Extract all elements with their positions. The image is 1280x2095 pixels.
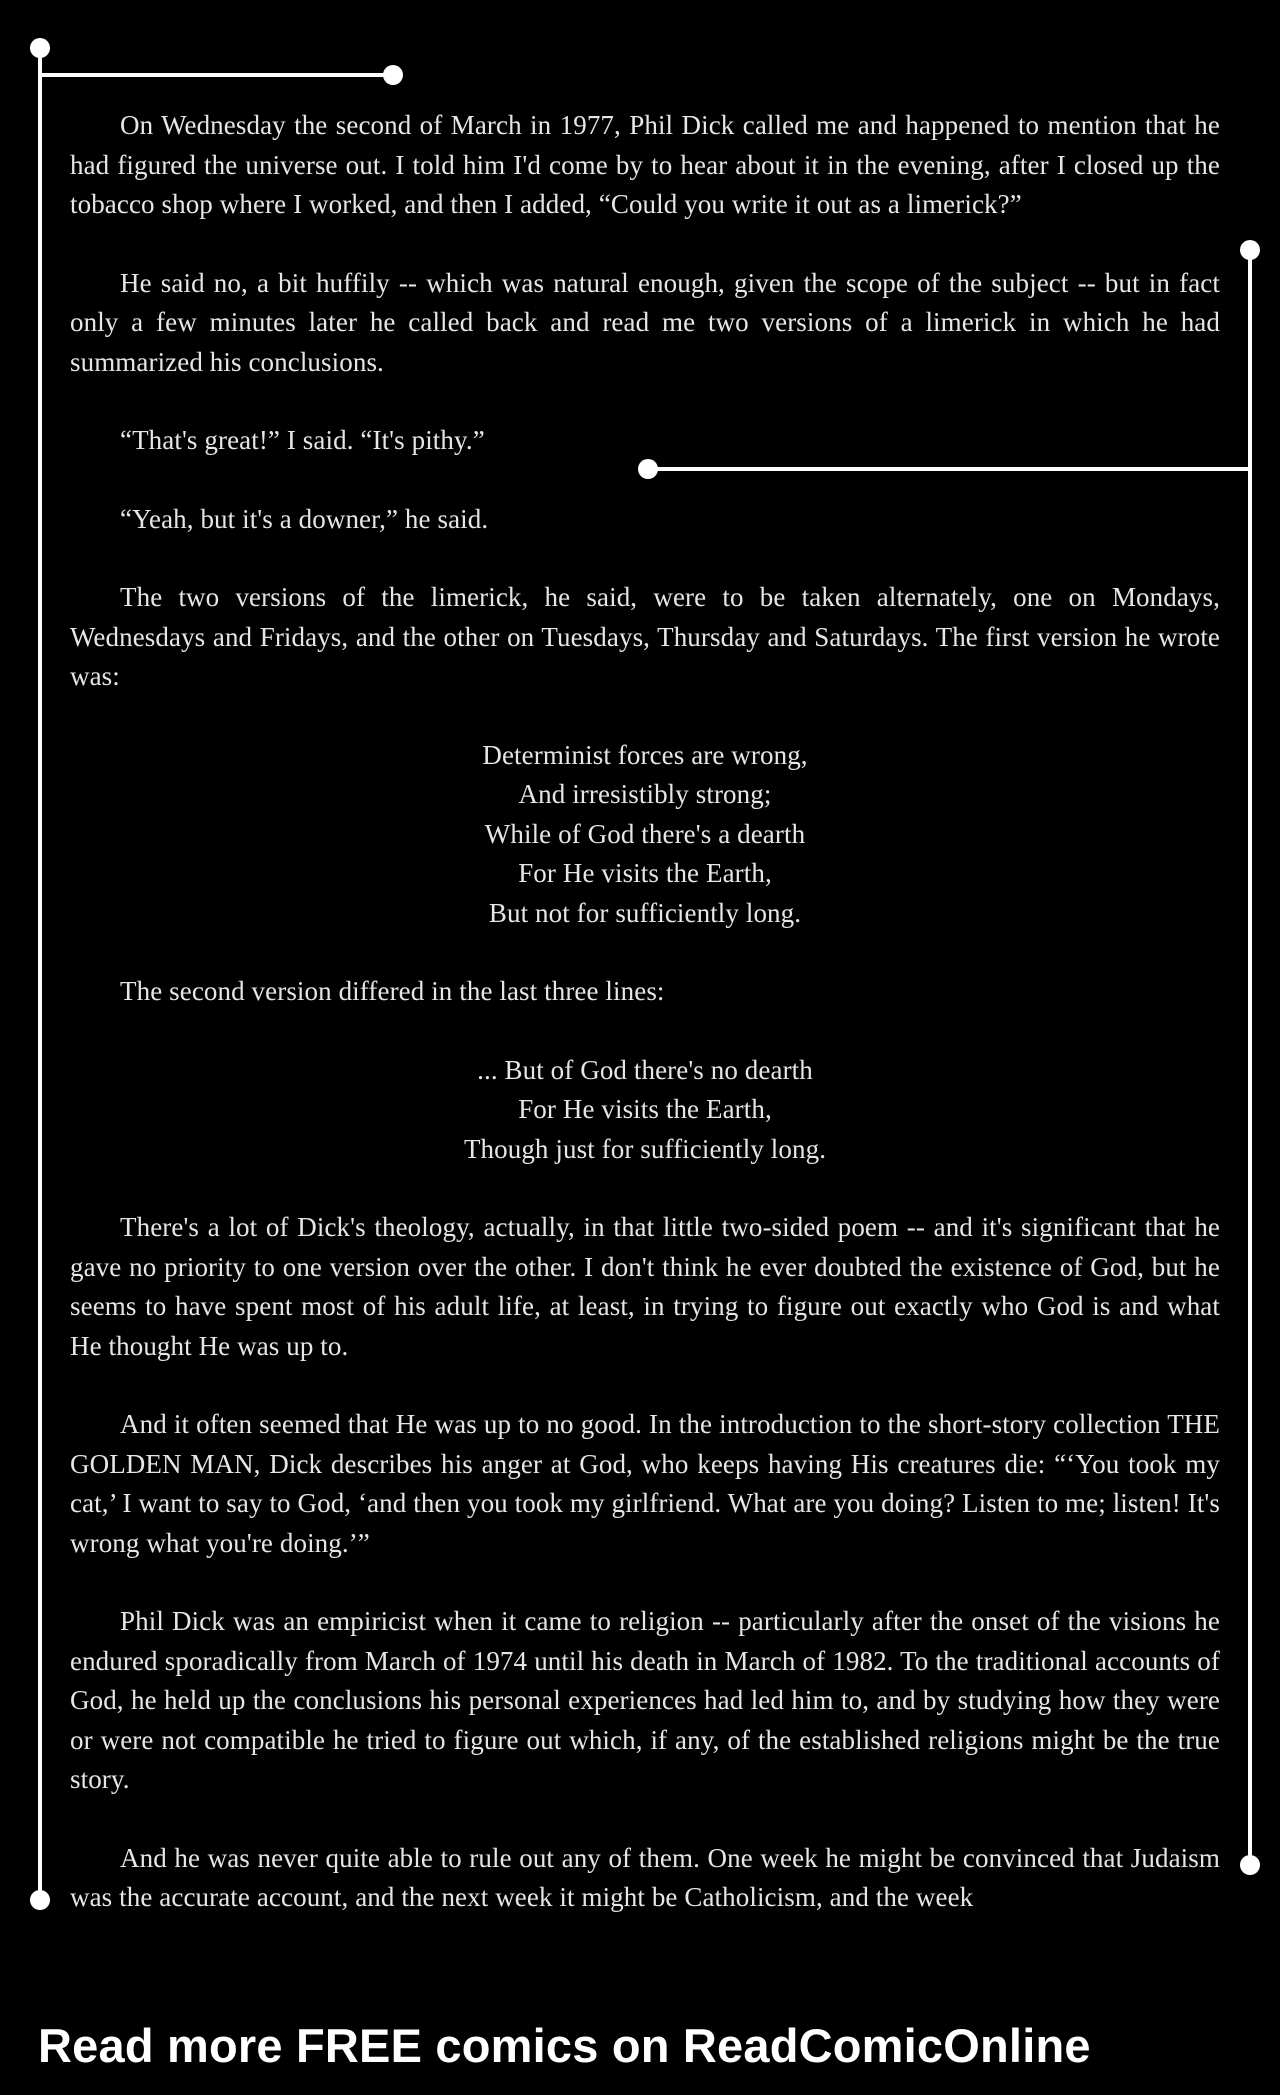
poem-line: While of God there's a dearth — [484, 818, 806, 849]
dot-bottom-left — [30, 1890, 50, 1910]
paragraph-2: He said no, a bit huffily -- which was natural enough, given the scope of the subject -- but in fact only a few minutes later he called back and read me two versions of a limerick in which he had summarized his conclusions. — [70, 267, 1220, 377]
poem-line: For He visits the Earth, — [518, 858, 772, 888]
paragraph-6: The second version differed in the last three lines: — [120, 976, 665, 1006]
limerick-version-one — [70, 736, 1220, 934]
poem-line: For He visits the Earth, — [518, 1094, 772, 1124]
limerick-version-two — [70, 1051, 1220, 1170]
paragraph-10: And he was never quite able to rule out any of them. One week he might be convinced that Judaism was the accurate account, and the next week it might be Catholicism, and the week — [70, 1842, 1220, 1912]
paragraph-7: There's a lot of Dick's theology, actually, in that little two-sided poem -- and it's significant that he gave no priority to one version over the other. I don't think he ever doubted the existence of God, but he seems to have spent most of his adult life, at least, in trying to figure out exactly who God is and what He thought He was up to. — [70, 1212, 1220, 1361]
dot-bottom-right — [1240, 1855, 1260, 1875]
poem-line: Though just for sufficiently long. — [463, 1133, 827, 1164]
article-body — [70, 106, 1220, 1957]
poem-line: And irresistibly strong; — [518, 779, 772, 809]
paragraph-1: On Wednesday the second of March in 1977, Phil Dick called me and happened to mention that he had figured the universe out. I told him I'd come by to hear about it in the evening, after I closed up the tobacco shop where I worked, and then I added, “Could you write it out as a limerick?” — [70, 110, 1220, 219]
paragraph-9: Phil Dick was an empiricist when it came to religion -- particularly after the onset of the visions he endured sporadically from March of 1974 until his death in March of 1982. To the traditional accounts of God, he held up the conclusions his personal experiences had led him to, and by studying how they were or were not compatible he tried to figure out which, if any, of the established religions might be the true story. — [70, 1606, 1220, 1794]
paragraph-4: “Yeah, but it's a downer,” he said. — [120, 503, 489, 534]
dot-top-line-end — [383, 65, 403, 85]
dot-top-left — [30, 38, 50, 58]
poem-line: Determinist forces are wrong, — [482, 739, 808, 770]
paragraph-8: And it often seemed that He was up to no good. In the introduction to the short-story collection THE GOLDEN MAN, Dick describes his anger at God, who keeps having His creatures die: “‘You took my cat,’ I want to say to God, ‘and then you took my girlfriend. What are you doing? Listen to me; listen! It's wrong what you're doing.’” — [70, 1409, 1220, 1558]
paragraph-3: “That's great!” I said. “It's pithy.” — [120, 425, 485, 455]
paragraph-5: The two versions of the limerick, he said, were to be taken alternately, one on Mondays, Wednesdays and Fridays, and the other on Tuesdays, Thursday and Saturdays. The first version he wrote was: — [70, 582, 1220, 691]
footer-banner: Read more FREE comics on ReadComicOnline — [38, 2019, 1091, 2072]
poem-line: But not for sufficiently long. — [488, 897, 802, 928]
dot-top-right — [1240, 240, 1260, 260]
poem-line: ... But of God there's no dearth — [477, 1054, 813, 1085]
